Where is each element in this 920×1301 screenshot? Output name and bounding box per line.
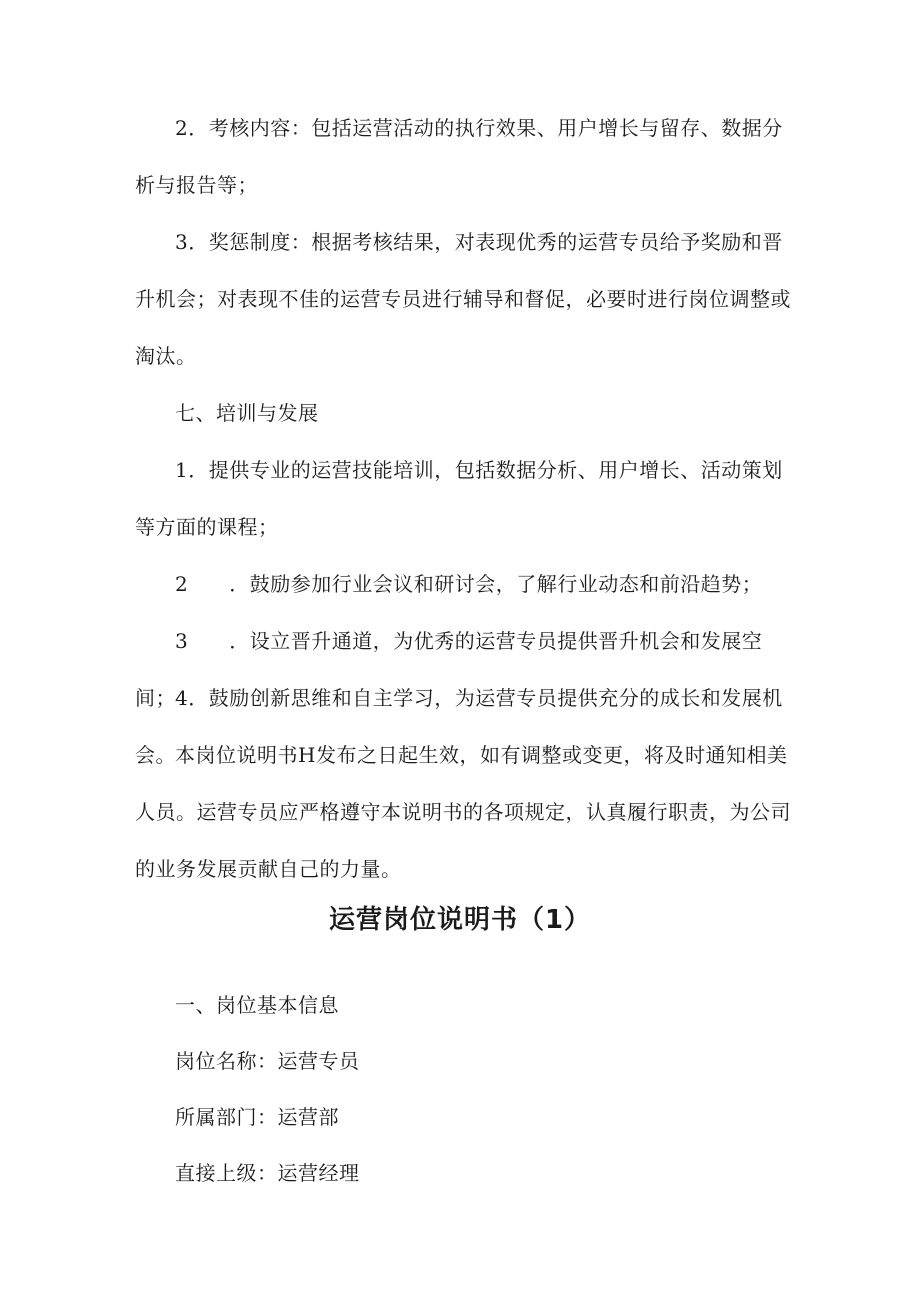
document-title: 运营岗位说明书（1） — [328, 905, 592, 935]
paragraph-effective-notice: 本岗位说明书H发布之日起生效，如有调整或变更，将及时通知相美人员。运营专员应严格遵守本说明书的各项规定，认真履行职责，为公司的业务发展贡献自己的力量。 — [135, 743, 791, 881]
department-line: 所属部门：运营部 — [175, 1105, 339, 1129]
paragraph-training-4: 4．鼓励创新思维和自主学习，为运营专员提供充分的成长和发展机会。 — [135, 686, 783, 767]
paragraph-training-2: 2 ．鼓励参加行业会议和研讨会，了解行业动态和前沿趋势； — [175, 572, 763, 596]
paragraph-reward-penalty: 3．奖惩制度：根据考核结果，对表现优秀的运营专员给予奖励和晋升机会；对表现不佳的运营专员进行辅导和督促，必要时进行岗位调整或淘汰。 — [135, 230, 791, 368]
paragraph-training-3: 3 ．设立晋升通道，为优秀的运营专员提供晋升机会和发展空间； — [135, 629, 763, 710]
paragraph-assessment-content: 2．考核内容：包括运营活动的执行效果、用户增长与留存、数据分析与报告等； — [135, 116, 783, 197]
section-heading-training: 七、培训与发展 — [175, 401, 319, 425]
paragraph-training-1: 1．提供专业的运营技能培训，包括数据分析、用户增长、活动策划等方面的课程； — [135, 458, 783, 539]
supervisor-line: 直接上级：运营经理 — [175, 1161, 360, 1185]
section-heading-basic-info: 一、岗位基本信息 — [175, 993, 339, 1017]
job-name-line: 岗位名称：运营专员 — [175, 1049, 360, 1073]
